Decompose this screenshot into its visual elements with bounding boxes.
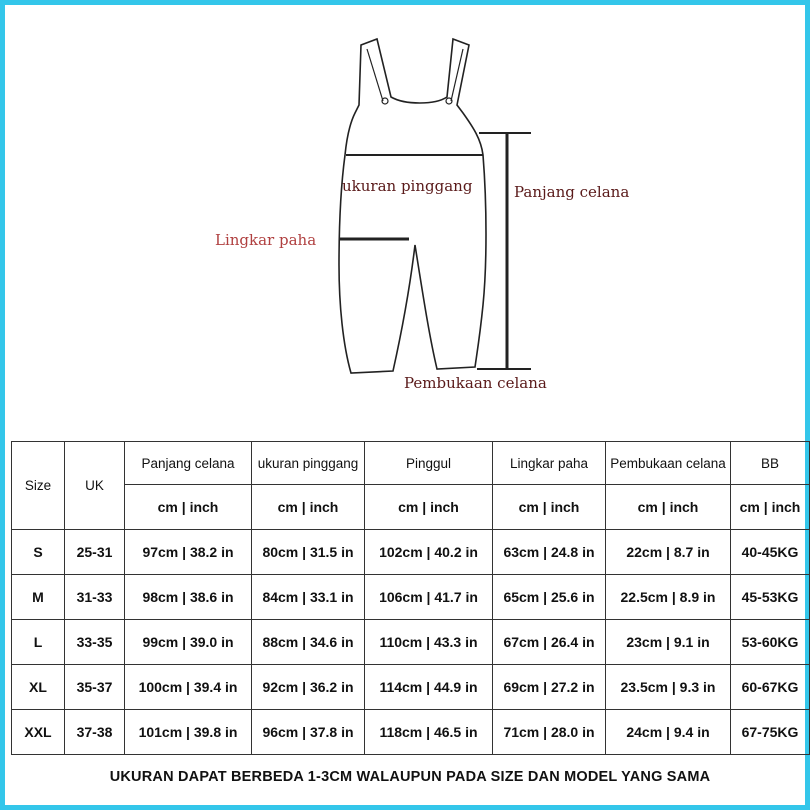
cell-hip: 114cm | 44.9 in: [365, 665, 493, 710]
length-label: Panjang celana: [514, 183, 630, 201]
table-row: [12, 530, 810, 575]
unit-cell: cm | inch: [365, 485, 493, 530]
cell-size: S: [12, 530, 65, 575]
cell-bb: 40-45KG: [731, 530, 810, 575]
cell-thigh: 71cm | 28.0 in: [493, 710, 606, 755]
cell-hip: 102cm | 40.2 in: [365, 530, 493, 575]
overalls-outline: [339, 39, 486, 373]
table-unit-row: [12, 485, 810, 530]
unit-cell: cm | inch: [125, 485, 252, 530]
cell-waist: 80cm | 31.5 in: [252, 530, 365, 575]
header-hip: Pinggul: [365, 442, 493, 485]
cell-waist: 84cm | 33.1 in: [252, 575, 365, 620]
unit-cell: cm | inch: [606, 485, 731, 530]
table-row: [12, 710, 810, 755]
waist-label: ukuran pinggang: [342, 177, 473, 195]
header-thigh: Lingkar paha: [493, 442, 606, 485]
cell-size: XXL: [12, 710, 65, 755]
cell-length: 101cm | 39.8 in: [125, 710, 252, 755]
overalls-sketch: [5, 5, 810, 425]
cell-waist: 96cm | 37.8 in: [252, 710, 365, 755]
table-row: [12, 620, 810, 665]
unit-cell: cm | inch: [252, 485, 365, 530]
cell-size: L: [12, 620, 65, 665]
header-size: Size: [12, 442, 65, 530]
cell-bb: 60-67KG: [731, 665, 810, 710]
cell-thigh: 63cm | 24.8 in: [493, 530, 606, 575]
cell-bb: 53-60KG: [731, 620, 810, 665]
cell-hip: 106cm | 41.7 in: [365, 575, 493, 620]
cell-hip: 118cm | 46.5 in: [365, 710, 493, 755]
cell-bb: 45-53KG: [731, 575, 810, 620]
cell-thigh: 67cm | 26.4 in: [493, 620, 606, 665]
header-uk: UK: [65, 442, 125, 530]
table-row: [12, 665, 810, 710]
header-length: Panjang celana: [125, 442, 252, 485]
cell-size: M: [12, 575, 65, 620]
cell-hem: 23cm | 9.1 in: [606, 620, 731, 665]
cell-length: 100cm | 39.4 in: [125, 665, 252, 710]
cell-hip: 110cm | 43.3 in: [365, 620, 493, 665]
cell-length: 97cm | 38.2 in: [125, 530, 252, 575]
cell-length: 99cm | 39.0 in: [125, 620, 252, 665]
cell-thigh: 65cm | 25.6 in: [493, 575, 606, 620]
hem-label: Pembukaan celana: [404, 374, 547, 392]
cell-hem: 22cm | 8.7 in: [606, 530, 731, 575]
thigh-label: Lingkar paha: [215, 231, 317, 249]
footer-note: UKURAN DAPAT BERBEDA 1-3CM WALAUPUN PADA SIZE DAN MODEL YANG SAMA: [109, 769, 711, 785]
cell-uk: 35-37: [65, 665, 125, 710]
cell-uk: 33-35: [65, 620, 125, 665]
header-bb: BB: [731, 442, 810, 485]
cell-hem: 22.5cm | 8.9 in: [606, 575, 731, 620]
cell-uk: 37-38: [65, 710, 125, 755]
table-row: [12, 575, 810, 620]
table-header-row: [12, 442, 810, 485]
cell-uk: 25-31: [65, 530, 125, 575]
overalls-diagram: [5, 5, 810, 425]
unit-cell: cm | inch: [731, 485, 810, 530]
cell-hem: 23.5cm | 9.3 in: [606, 665, 731, 710]
cell-bb: 67-75KG: [731, 710, 810, 755]
cell-uk: 31-33: [65, 575, 125, 620]
cell-length: 98cm | 38.6 in: [125, 575, 252, 620]
size-chart-table: [11, 441, 810, 755]
cell-waist: 88cm | 34.6 in: [252, 620, 365, 665]
unit-cell: cm | inch: [493, 485, 606, 530]
header-hem: Pembukaan celana: [606, 442, 731, 485]
header-waist: ukuran pinggang: [252, 442, 365, 485]
cell-waist: 92cm | 36.2 in: [252, 665, 365, 710]
cell-size: XL: [12, 665, 65, 710]
cell-hem: 24cm | 9.4 in: [606, 710, 731, 755]
cell-thigh: 69cm | 27.2 in: [493, 665, 606, 710]
